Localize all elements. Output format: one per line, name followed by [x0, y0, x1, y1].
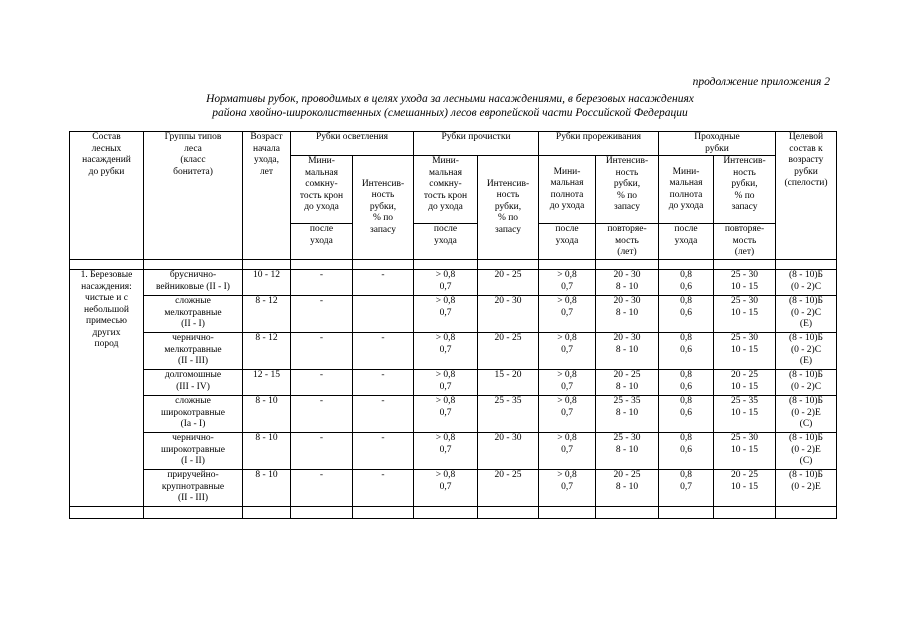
- passage-stocking-cell: [659, 370, 714, 396]
- cell-line: чернично-: [172, 333, 214, 343]
- cell-line: (0 - 2)С: [790, 344, 822, 355]
- passage-stocking-cell: [659, 433, 714, 470]
- cell-line: Интенсив-: [605, 156, 649, 166]
- cell-line: (8 - 10)Б: [789, 470, 823, 480]
- cell-line: начала: [253, 143, 280, 154]
- cell-line: > 0,8: [435, 296, 456, 306]
- header-cleaning-min-density: [414, 156, 478, 224]
- cell-line: повторяе-: [724, 224, 765, 234]
- cell-line: 0,8: [680, 333, 692, 343]
- thinning-stocking-cell: [539, 270, 596, 296]
- cell-line: 20 - 25: [731, 370, 758, 380]
- section-label: [70, 270, 144, 507]
- cell-line: (8 - 10)Б: [789, 270, 823, 280]
- cell-line: мелкотравные: [164, 307, 222, 318]
- cell-line: 0,7: [680, 481, 692, 492]
- cell-line: небольшой: [84, 304, 129, 315]
- cell-line: (0 - 2)С: [790, 381, 822, 392]
- cell-line: 0,6: [680, 444, 692, 455]
- start-age-cell: 8 - 10: [243, 396, 291, 433]
- cell-line: возрасту: [788, 155, 824, 165]
- cell-line: > 0,8: [557, 433, 577, 443]
- header-passage-min-stocking: [659, 156, 714, 224]
- cell-line: широкотравные: [160, 407, 226, 418]
- clearing-intensity-cell: -: [353, 370, 414, 396]
- clearing-density-cell: -: [291, 270, 353, 296]
- cell-line: мелкотравные: [164, 344, 222, 355]
- thinning-intensity-cell: [596, 270, 659, 296]
- cell-line: 20 - 25: [731, 470, 758, 480]
- cell-line: 20 - 30: [613, 296, 641, 306]
- start-age-cell: 8 - 10: [243, 470, 291, 507]
- cell-line: тость крон: [423, 190, 468, 201]
- cell-line: 0,8: [680, 396, 692, 406]
- cell-line: 0,6: [680, 307, 692, 318]
- cell-line: ность: [371, 190, 395, 201]
- cell-line: состав к: [789, 143, 823, 154]
- cleaning-intensity-cell: 25 - 35: [478, 396, 539, 433]
- header-passage-after: [659, 224, 714, 260]
- header-composition: [70, 132, 144, 260]
- clearing-intensity-cell: [353, 296, 414, 333]
- cell-line: 8 - 10: [615, 281, 639, 292]
- cell-line: 20 - 25: [613, 370, 641, 380]
- cell-line: 25 - 30: [731, 296, 758, 306]
- cell-line: Мини-: [432, 156, 459, 166]
- cell-line: (0 - 2)Е: [791, 444, 821, 455]
- thinning-stocking-cell: [539, 396, 596, 433]
- clearing-density-cell: -: [291, 396, 353, 433]
- target-composition-cell: [776, 333, 837, 370]
- thinning-intensity-cell: [596, 296, 659, 333]
- cell-line: (Ia - I): [180, 419, 206, 429]
- cell-line: > 0,8: [557, 370, 577, 380]
- thinning-stocking-cell: [539, 370, 596, 396]
- cell-line: рубки,: [613, 179, 641, 189]
- cell-line: 25 - 30: [731, 270, 758, 280]
- cell-line: (II - III): [177, 493, 209, 503]
- cell-line: ность: [615, 167, 639, 178]
- cell-line: других: [92, 327, 121, 338]
- clearing-density-cell: -: [291, 370, 353, 396]
- cell-line: 0,7: [561, 344, 573, 355]
- cell-line: вейниковые (II - I): [156, 281, 230, 292]
- passage-intensity-cell: [714, 433, 776, 470]
- target-composition-cell: [776, 470, 837, 507]
- cleaning-density-cell: [414, 470, 478, 507]
- forest-type-cell: [144, 433, 243, 470]
- start-age-cell: 12 - 15: [243, 370, 291, 396]
- cell-line: сомкну-: [429, 179, 462, 189]
- cell-line: бонитета): [173, 166, 213, 177]
- cell-line: (8 - 10)Б: [789, 370, 823, 380]
- cleaning-intensity-cell: 20 - 25: [478, 333, 539, 370]
- cell-line: Состав: [92, 132, 121, 142]
- passage-stocking-cell: [659, 270, 714, 296]
- cell-line: 25 - 30: [731, 333, 758, 343]
- header-forest-type-groups: [144, 132, 243, 260]
- cell-line: 25 - 30: [613, 433, 641, 443]
- cell-line: Целевой: [788, 132, 824, 142]
- clearing-density-cell: -: [291, 296, 353, 333]
- header-target-composition: [776, 132, 837, 260]
- cell-line: (I - II): [181, 456, 205, 466]
- header-start-age: [243, 132, 291, 260]
- cell-line: брусничнo-: [169, 270, 217, 280]
- table-row: [70, 270, 837, 296]
- header-group-clearing: Рубки осветления: [291, 132, 414, 156]
- thinning-intensity-cell: [596, 470, 659, 507]
- cell-line: 0,6: [680, 407, 692, 418]
- target-composition-cell: [776, 396, 837, 433]
- cell-line: до ухода: [549, 201, 585, 211]
- cell-line: после: [555, 224, 579, 234]
- cell-line: (С): [799, 456, 813, 466]
- cell-line: % по: [497, 213, 519, 224]
- cell-line: 0,7: [561, 407, 573, 418]
- cell-line: мальная: [305, 167, 338, 178]
- cell-line: (0 - 2)С: [790, 307, 822, 318]
- cell-line: 0,6: [680, 281, 692, 292]
- table-row: [70, 396, 837, 433]
- clearing-intensity-cell: -: [353, 270, 414, 296]
- header-clearing-after: [291, 224, 353, 260]
- cell-line: мальная: [429, 167, 462, 178]
- clearing-density-cell: -: [291, 470, 353, 507]
- cell-line: (класс: [180, 155, 206, 165]
- cell-line: 10 - 15: [731, 407, 758, 418]
- cell-line: 8 - 10: [615, 344, 639, 355]
- cell-line: мость: [615, 235, 639, 246]
- header-thinning-min-stocking: [539, 156, 596, 224]
- cell-line: рубки: [794, 166, 818, 177]
- cell-line: (8 - 10)Б: [789, 333, 823, 343]
- cell-line: (спелости): [784, 178, 828, 188]
- forest-type-cell: [144, 270, 243, 296]
- cell-line: 0,7: [439, 381, 452, 392]
- thinning-stocking-cell: [539, 333, 596, 370]
- cell-line: чистые и с: [85, 293, 128, 303]
- cell-line: > 0,8: [435, 333, 456, 343]
- cell-line: запасу: [731, 202, 758, 212]
- start-age-cell: 8 - 10: [243, 433, 291, 470]
- header-group-passage: [659, 132, 776, 156]
- clearing-density-cell: -: [291, 433, 353, 470]
- cell-line: 0,7: [439, 344, 452, 355]
- cell-line: приручейно-: [167, 470, 219, 480]
- cell-line: после: [309, 224, 334, 234]
- cell-line: мальная: [550, 178, 584, 188]
- cell-line: рубки,: [731, 179, 758, 189]
- cell-line: (8 - 10)Б: [789, 433, 823, 443]
- cell-line: мальная: [669, 178, 703, 188]
- cell-line: до ухода: [668, 201, 704, 211]
- cell-line: полнота: [550, 189, 584, 200]
- cell-line: леса: [184, 143, 202, 154]
- cell-line: рубки,: [494, 201, 522, 212]
- passage-intensity-cell: [714, 370, 776, 396]
- cell-line: широкотравные: [160, 444, 226, 455]
- cell-line: (II - I): [181, 319, 205, 329]
- cell-line: 10 - 15: [731, 444, 758, 455]
- cell-line: > 0,8: [557, 470, 577, 480]
- cell-line: 8 - 10: [615, 307, 639, 318]
- cell-line: > 0,8: [435, 396, 456, 406]
- header-thinning-intensity: [596, 156, 659, 224]
- cell-line: 0,7: [561, 281, 573, 292]
- cell-line: 0,7: [439, 481, 452, 492]
- forest-type-cell: [144, 396, 243, 433]
- cell-line: полнота: [669, 189, 703, 200]
- cell-line: чернично-: [172, 433, 214, 443]
- table-row: [70, 296, 837, 333]
- target-composition-cell: [776, 296, 837, 333]
- clearing-density-cell: -: [291, 333, 353, 370]
- table-title-line-1: Нормативы рубок, проводимых в целях ухода за лесными насаждениями, в березовых насаждениях: [206, 93, 694, 105]
- cell-line: 10 - 15: [731, 381, 758, 392]
- start-age-cell: 8 - 12: [243, 296, 291, 333]
- target-composition-cell: [776, 370, 837, 396]
- cell-line: % по: [616, 190, 638, 201]
- forest-type-cell: [144, 296, 243, 333]
- passage-intensity-cell: [714, 270, 776, 296]
- cell-line: ухода: [310, 235, 333, 246]
- cell-line: сложные: [175, 296, 211, 306]
- cell-line: (Е): [799, 356, 813, 366]
- start-age-cell: 10 - 12: [243, 270, 291, 296]
- cell-line: (С): [799, 419, 813, 429]
- header-passage-intensity: [714, 156, 776, 224]
- table-row: [70, 433, 837, 470]
- cell-line: 10 - 15: [731, 344, 758, 355]
- appendix-caption: продолжение приложения 2: [692, 76, 830, 88]
- forest-type-cell: [144, 370, 243, 396]
- cell-line: 0,7: [439, 281, 452, 292]
- cell-line: пород: [94, 339, 119, 349]
- cell-line: запасу: [614, 202, 640, 212]
- clearing-intensity-cell: -: [353, 396, 414, 433]
- thinning-intensity-cell: [596, 370, 659, 396]
- cleaning-density-cell: [414, 433, 478, 470]
- cell-line: 20 - 25: [613, 470, 641, 480]
- cell-line: ность: [733, 167, 756, 178]
- cell-line: 10 - 15: [731, 281, 758, 292]
- cell-line: 0,7: [439, 307, 452, 318]
- cleaning-density-cell: [414, 396, 478, 433]
- cell-line: (II - III): [177, 356, 209, 366]
- thinning-intensity-cell: [596, 433, 659, 470]
- cell-line: 0,6: [680, 381, 692, 392]
- cell-line: Интенсив-: [486, 178, 530, 189]
- cleaning-intensity-cell: 15 - 20: [478, 370, 539, 396]
- target-composition-cell: [776, 433, 837, 470]
- header-thinning-after: [539, 224, 596, 260]
- cell-line: запасу: [370, 224, 396, 235]
- cell-line: 10 - 15: [731, 307, 758, 318]
- clearing-intensity-cell: -: [353, 333, 414, 370]
- cell-line: 0,7: [439, 407, 452, 418]
- cell-line: > 0,8: [557, 270, 577, 280]
- passage-intensity-cell: [714, 396, 776, 433]
- cell-line: повторяе-: [607, 224, 647, 234]
- passage-stocking-cell: [659, 396, 714, 433]
- cleaning-intensity-cell: 20 - 30: [478, 433, 539, 470]
- cell-line: Мини-: [672, 166, 700, 177]
- cell-line: 20 - 30: [613, 333, 641, 343]
- cell-line: Интенсив-: [723, 156, 766, 166]
- table-row: [70, 470, 837, 507]
- cell-line: до ухода: [304, 202, 339, 212]
- cleaning-density-cell: [414, 333, 478, 370]
- table-title-line-2: района хвойно-широколиственных (смешанных) лесов европейской части Российской Федерации: [212, 107, 688, 119]
- cleaning-density-cell: [414, 370, 478, 396]
- passage-stocking-cell: [659, 296, 714, 333]
- norms-table: [69, 131, 837, 519]
- header-group-thinning: Рубки прореживания: [539, 132, 659, 156]
- cleaning-density-cell: [414, 296, 478, 333]
- cell-line: > 0,8: [435, 370, 456, 380]
- thinning-stocking-cell: [539, 296, 596, 333]
- cell-line: 1. Березовые: [80, 270, 133, 280]
- cell-line: > 0,8: [435, 433, 456, 443]
- thinning-intensity-cell: [596, 333, 659, 370]
- cell-line: запасу: [495, 224, 521, 235]
- cell-line: 0,8: [680, 296, 692, 306]
- cell-line: 0,7: [561, 444, 573, 455]
- thinning-intensity-cell: [596, 396, 659, 433]
- cell-line: ухода: [674, 235, 698, 246]
- cell-line: крупнотравные: [161, 481, 225, 492]
- table-row: [70, 333, 837, 370]
- cell-line: (8 - 10)Б: [789, 296, 823, 306]
- cell-line: % по: [372, 213, 394, 224]
- cell-line: (III - IV): [176, 381, 210, 392]
- cell-line: 25 - 35: [731, 396, 758, 406]
- cell-line: 0,8: [680, 270, 692, 280]
- cell-line: (лет): [734, 247, 755, 257]
- passage-stocking-cell: [659, 470, 714, 507]
- cell-line: > 0,8: [557, 296, 577, 306]
- cell-line: примесью: [85, 316, 128, 326]
- cell-line: 8 - 10: [615, 407, 639, 418]
- header-cleaning-after: [414, 224, 478, 260]
- cell-line: ухода: [434, 235, 457, 246]
- cell-line: рубки,: [369, 201, 397, 212]
- cell-line: > 0,8: [435, 270, 456, 280]
- cell-line: Возраст: [250, 132, 283, 142]
- thinning-stocking-cell: [539, 433, 596, 470]
- cell-line: 0,7: [561, 381, 573, 392]
- cell-line: до рубки: [88, 166, 125, 177]
- cell-line: сомкну-: [305, 179, 338, 189]
- cell-line: 0,8: [680, 470, 692, 480]
- cleaning-intensity-cell: 20 - 25: [478, 470, 539, 507]
- cell-line: 0,8: [680, 433, 692, 443]
- cell-line: 8 - 10: [615, 444, 639, 455]
- forest-type-cell: [144, 333, 243, 370]
- cell-line: (лет): [617, 247, 637, 257]
- cell-line: 25 - 30: [731, 433, 758, 443]
- thinning-stocking-cell: [539, 470, 596, 507]
- cleaning-intensity-cell: 20 - 25: [478, 270, 539, 296]
- cell-line: % по: [734, 190, 755, 201]
- passage-intensity-cell: [714, 333, 776, 370]
- cell-line: > 0,8: [557, 396, 577, 406]
- cell-line: 0,8: [680, 370, 692, 380]
- cell-line: 0,6: [680, 344, 692, 355]
- cell-line: после: [433, 224, 458, 234]
- header-clearing-intensity: [353, 156, 414, 260]
- cell-line: ухода: [555, 235, 579, 246]
- cell-line: (0 - 2)Е: [791, 407, 821, 418]
- passage-intensity-cell: [714, 470, 776, 507]
- cell-line: 0,7: [439, 444, 452, 455]
- cell-line: 0,7: [561, 481, 573, 492]
- cell-line: лет: [259, 166, 274, 177]
- cell-line: сложные: [175, 396, 211, 406]
- cell-line: (0 - 2)С: [790, 281, 822, 292]
- cell-line: (8 - 10)Б: [789, 396, 823, 406]
- header-cleaning-intensity: [478, 156, 539, 260]
- start-age-cell: 8 - 12: [243, 333, 291, 370]
- forest-type-cell: [144, 470, 243, 507]
- header-clearing-min-density: [291, 156, 353, 224]
- cell-line: рубки: [705, 143, 729, 154]
- cell-line: тость крон: [299, 190, 344, 201]
- cell-line: до ухода: [428, 202, 463, 212]
- cell-line: ухода,: [253, 155, 280, 165]
- passage-intensity-cell: [714, 296, 776, 333]
- cell-line: 8 - 10: [615, 381, 639, 392]
- cell-line: насаждений: [82, 155, 131, 165]
- cell-line: 20 - 30: [613, 270, 641, 280]
- cell-line: 8 - 10: [615, 481, 639, 492]
- cell-line: Проходные: [694, 132, 740, 142]
- header-passage-repeat: [714, 224, 776, 260]
- cell-line: после: [674, 224, 698, 234]
- cell-line: > 0,8: [435, 470, 456, 480]
- cell-line: (Е): [799, 319, 813, 329]
- cell-line: Мини-: [308, 156, 335, 166]
- passage-stocking-cell: [659, 333, 714, 370]
- cell-line: 0,7: [561, 307, 573, 318]
- cleaning-intensity-cell: 20 - 30: [478, 296, 539, 333]
- cell-line: мость: [732, 235, 757, 246]
- cell-line: ность: [496, 190, 520, 201]
- cell-line: (0 - 2)Е: [791, 481, 821, 492]
- cleaning-density-cell: [414, 270, 478, 296]
- cell-line: Интенсив-: [361, 178, 405, 189]
- cell-line: лесных: [91, 143, 122, 154]
- table-row: [70, 370, 837, 396]
- clearing-intensity-cell: -: [353, 470, 414, 507]
- cell-line: долгомошные: [164, 370, 222, 380]
- cell-line: Мини-: [553, 166, 581, 177]
- cell-line: 25 - 35: [613, 396, 641, 406]
- cell-line: насаждения:: [81, 281, 132, 292]
- cell-line: > 0,8: [557, 333, 577, 343]
- header-thinning-repeat: [596, 224, 659, 260]
- cell-line: Группы типов: [164, 132, 222, 142]
- cell-line: 10 - 15: [731, 481, 758, 492]
- header-group-cleaning: Рубки прочистки: [414, 132, 539, 156]
- target-composition-cell: [776, 270, 837, 296]
- clearing-intensity-cell: -: [353, 433, 414, 470]
